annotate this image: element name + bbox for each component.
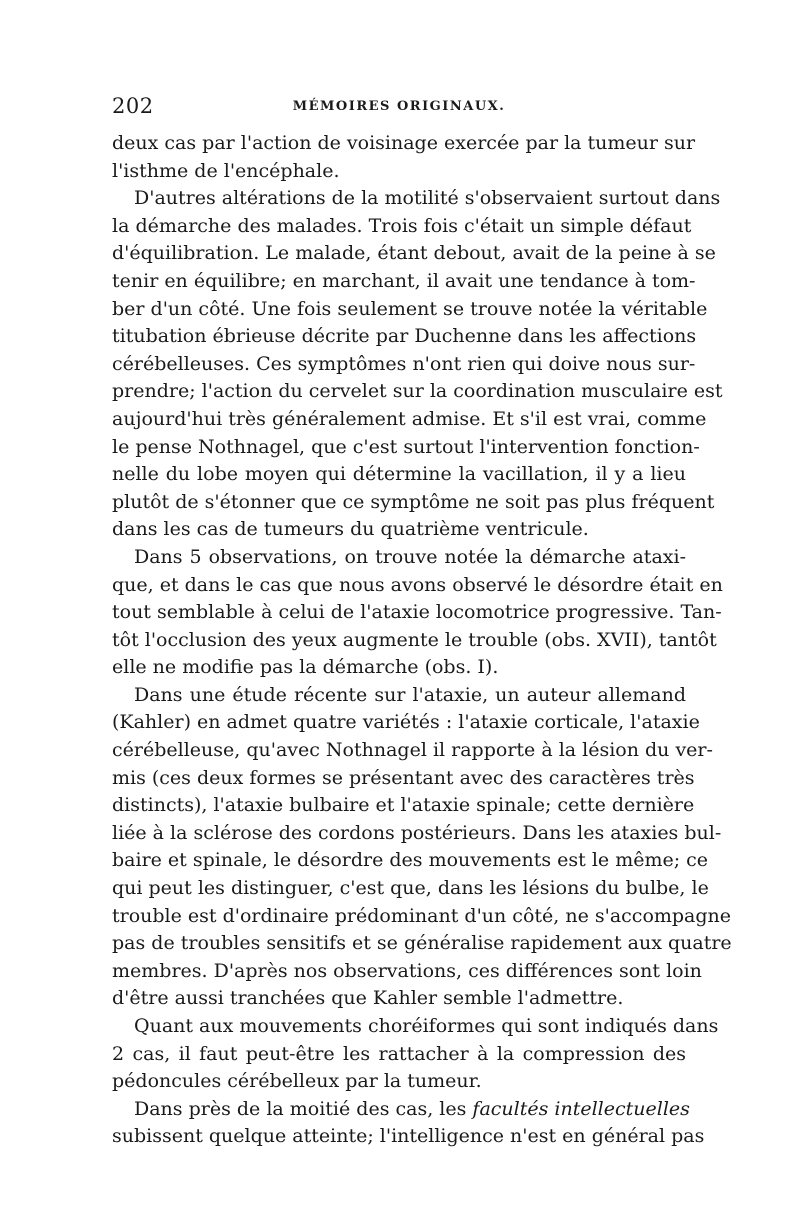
text-line: d'équilibration. Le malade, étant debout, avait de la peine à se xyxy=(112,242,716,265)
page xyxy=(112,90,732,1151)
text-line: dans les cas de tumeurs du quatrième ventricule. xyxy=(112,518,589,541)
text-line: membres. D'après nos observations, ces différences sont loin xyxy=(112,959,702,982)
running-title: MÉMOIRES ORIGINAUX. xyxy=(292,99,506,114)
text-line: titubation ébrieuse décrite par Duchenne dans les affections xyxy=(112,325,697,348)
text-line: trouble est d'ordinaire prédominant d'un côté, ne s'accompagne xyxy=(112,904,732,927)
text-line: le pense Nothnagel, que c'est surtout l'intervention fonction- xyxy=(112,435,700,458)
text-line: mis (ces deux formes se présentant avec des caractères très xyxy=(112,766,695,789)
text-line: subissent quelque atteinte; l'intelligence n'est en général pas xyxy=(112,1125,705,1148)
italic-phrase: facultés intellectuelles xyxy=(472,1097,690,1120)
text-line: pédoncules cérébelleux par la tumeur. xyxy=(112,1070,482,1093)
text-line: nelle du lobe moyen qui détermine la vacillation, il y a lieu xyxy=(112,463,686,486)
text-line: Dans une étude récente sur l'ataxie, un auteur allemand xyxy=(134,683,686,706)
text-line: tout semblable à celui de l'ataxie locomotrice progressive. Tan- xyxy=(112,601,722,624)
text-line: qui peut les distinguer, c'est que, dans les lésions du bulbe, le xyxy=(112,877,709,900)
text-line: cérébelleuses. Ces symptômes n'ont rien qui doive nous sur- xyxy=(112,352,696,375)
text-line: elle ne modifie pas la démarche (obs. I). xyxy=(112,656,499,679)
text-line: deux cas par l'action de voisinage exercée par la tumeur sur xyxy=(112,132,696,154)
text-line: 2 cas, il faut peut-être les rattacher à la compression des xyxy=(112,1042,686,1065)
text-line: ber d'un côté. Une fois seulement se trouve notée la véritable xyxy=(112,297,708,320)
text-line: pas de troubles sensitifs et se généralise rapidement aux quatre xyxy=(112,932,732,955)
text-line: prendre; l'action du cervelet sur la coordination musculaire est xyxy=(112,380,723,403)
text-line: distincts), l'ataxie bulbaire et l'ataxie spinale; cette dernière xyxy=(112,794,695,817)
text-line: D'autres altérations de la motilité s'observaient surtout dans xyxy=(134,187,721,210)
text-line: cérébelleuse, qu'avec Nothnagel il rapporte à la lésion du ver- xyxy=(112,739,713,762)
text-line xyxy=(112,1096,690,1124)
text-segment: Dans près de la moitié des cas, les xyxy=(134,1097,473,1120)
body-text xyxy=(112,130,732,1151)
text-line: baire et spinale, le désordre des mouvements est le même; ce xyxy=(112,849,709,872)
text-line: liée à la sclérose des cordons postérieurs. Dans les ataxies bul- xyxy=(112,821,722,844)
text-line: l'isthme de l'encéphale. xyxy=(112,159,340,182)
text-line: tôt l'occlusion des yeux augmente le trouble (obs. XVII), tantôt xyxy=(112,628,717,651)
text-line: la démarche des malades. Trois fois c'était un simple défaut xyxy=(112,214,692,237)
page-header xyxy=(112,90,686,130)
text-line: plutôt de s'étonner que ce symptôme ne soit pas plus fréquent xyxy=(112,490,715,513)
text-line: Dans 5 observations, on trouve notée la démarche ataxi- xyxy=(134,545,686,568)
text-line: Quant aux mouvements choréiformes qui sont indiqués dans xyxy=(134,1015,719,1037)
text-line: que, et dans le cas que nous avons observé le désordre était en xyxy=(112,573,723,596)
text-line: (Kahler) en admet quatre variétés : l'ataxie corticale, l'ataxie xyxy=(112,711,700,734)
page-number: 202 xyxy=(112,94,154,118)
text-line: tenir en équilibre; en marchant, il avait une tendance à tom- xyxy=(112,269,696,292)
text-line: d'être aussi tranchées que Kahler semble l'admettre. xyxy=(112,987,624,1010)
text-line: aujourd'hui très généralement admise. Et s'il est vrai, comme xyxy=(112,407,707,430)
